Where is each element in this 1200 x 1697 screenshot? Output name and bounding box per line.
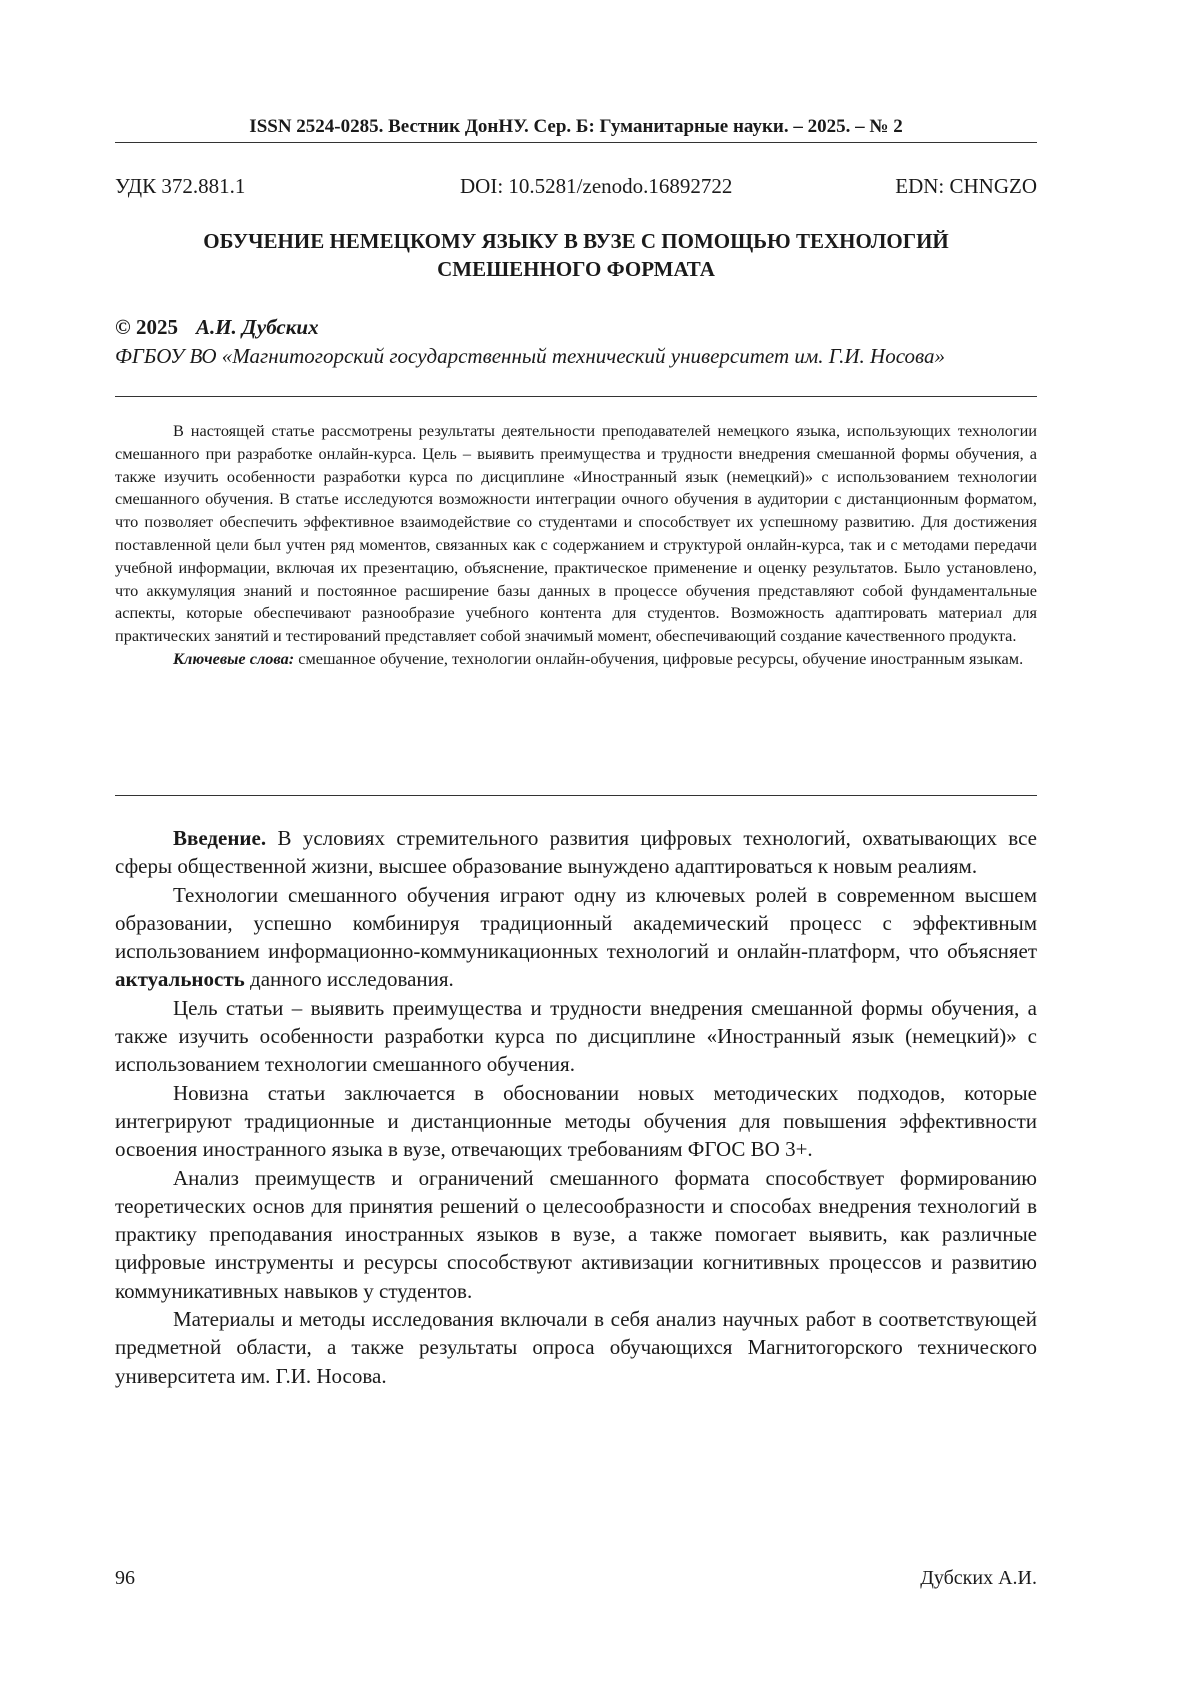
paragraph-relevance: [115, 881, 1037, 994]
abstract-top-rule: [115, 396, 1037, 397]
running-header: ISSN 2524-0285. Вестник ДонНУ. Сер. Б: Гуманитарные науки. – 2025. – № 2: [249, 116, 903, 137]
affiliation: ФГБОУ ВО «Магнитогорский государственный технический университет им. Г.И. Носова»: [115, 344, 945, 368]
copyright-year: © 2025: [115, 315, 178, 339]
doi-link[interactable]: DOI: 10.5281/zenodo.16892722: [460, 174, 733, 198]
paragraph-text: Технологии смешанного обучения играют одну из ключевых ролей в современном высшем образовании, успешно комбинируя традиционный академический процесс с эффективным использованием информационно-коммуникационных технологий и онлайн-платформ, что объясняет: [115, 882, 1037, 964]
paragraph-novelty: Новизна статьи заключается в обосновании новых методических подходов, которые интегрируют традиционные и дистанционные методы обучения для повышения эффективности освоения иностранного языка в вузе, отвечающих требованиям ФГОС ВО 3+.: [115, 1080, 1037, 1162]
author-line: [115, 314, 319, 340]
footer-author: Дубских А.И.: [920, 1567, 1037, 1589]
paragraph-text: данного исследования.: [250, 967, 454, 992]
article-title: [115, 227, 1037, 283]
title-line-1: ОБУЧЕНИЕ НЕМЕЦКОМУ ЯЗЫКУ В ВУЗЕ С ПОМОЩЬЮ ТЕХНОЛОГИЙ: [203, 229, 949, 253]
keywords: [115, 648, 1037, 671]
header-rule: [115, 142, 1037, 143]
keywords-label: Ключевые слова:: [173, 648, 295, 668]
author-name: А.И. Дубских: [195, 315, 319, 339]
abstract-bottom-rule: [115, 795, 1037, 796]
edn-code: EDN: CHNGZO: [895, 174, 1037, 198]
paragraph-introduction: [115, 824, 1037, 881]
keywords-list: смешанное обучение, технологии онлайн-обучения, цифровые ресурсы, обучение иностранным языкам.: [298, 648, 1024, 668]
page-number: 96: [115, 1567, 135, 1589]
paragraph-goal: Цель статьи – выявить преимущества и трудности внедрения смешанной формы обучения, а также изучить особенности разработки курса по дисциплине «Иностранный язык (немецкий)» с использованием технологии смешанного обучения.: [115, 995, 1037, 1077]
paragraph-text: В условиях стремительного развития цифровых технологий, охватывающих все сферы общественной жизни, высшее образование вынуждено адаптироваться к новым реалиям.: [115, 826, 1038, 879]
article-body: [115, 824, 1037, 1390]
paragraph-analysis: Анализ преимуществ и ограничений смешанного формата способствует формированию теоретических основ для принятия решений о целесообразности и способах внедрения технологий в практику преподавания иностранных языков в вузе, а также помогает выявить, как различные цифровые инструменты и ресурсы способствуют активизации когнитивных процессов и развитию коммуникативных навыков у студентов.: [115, 1165, 1037, 1303]
title-line-2: СМЕШЕННОГО ФОРМАТА: [437, 257, 715, 281]
udc-code: УДК 372.881.1: [115, 174, 246, 198]
paragraph-methods: Материалы и методы исследования включали в себя анализ научных работ в соответствующей предметной области, а также результаты опроса обучающихся Магнитогорского технического университета им. Г.И. Носова.: [115, 1307, 1037, 1388]
introduction-heading: Введение.: [173, 826, 267, 850]
abstract-text: В настоящей статье рассмотрены результаты деятельности преподавателей немецкого языка, использующих технологии смешанного при разработке онлайн-курса. Цель – выявить преимущества и трудности внедрения смешанной формы обучения, а также изучить особенности разработки курса по дисциплине «Иностранный язык (немецкий)» с использованием технологии смешанного обучения. В статье исследуются возможности интеграции очного обучения в аудитории с дистанционным форматом, что позволяет обеспечить эффективное взаимодействие со студентами и способствует их успешному развитию. Для достижения поставленной цели был учтен ряд моментов, связанных как с содержанием и структурой онлайн-курса, так и с методами передачи учебной информации, включая их презентацию, объяснение, практическое применение и оценку результатов. Было установлено, что аккумуляция знаний и постоянное расширение базы данных в процессе обучения представляют собой фундаментальные аспекты, которые обеспечивают разнообразие учебного контента для студентов. Возможность адаптировать материал для практических занятий и тестирований представляет собой значимый момент, обеспечивающий создание качественного продукта.: [115, 421, 1037, 646]
relevance-term: актуальность: [115, 967, 245, 992]
abstract: [115, 420, 1037, 671]
